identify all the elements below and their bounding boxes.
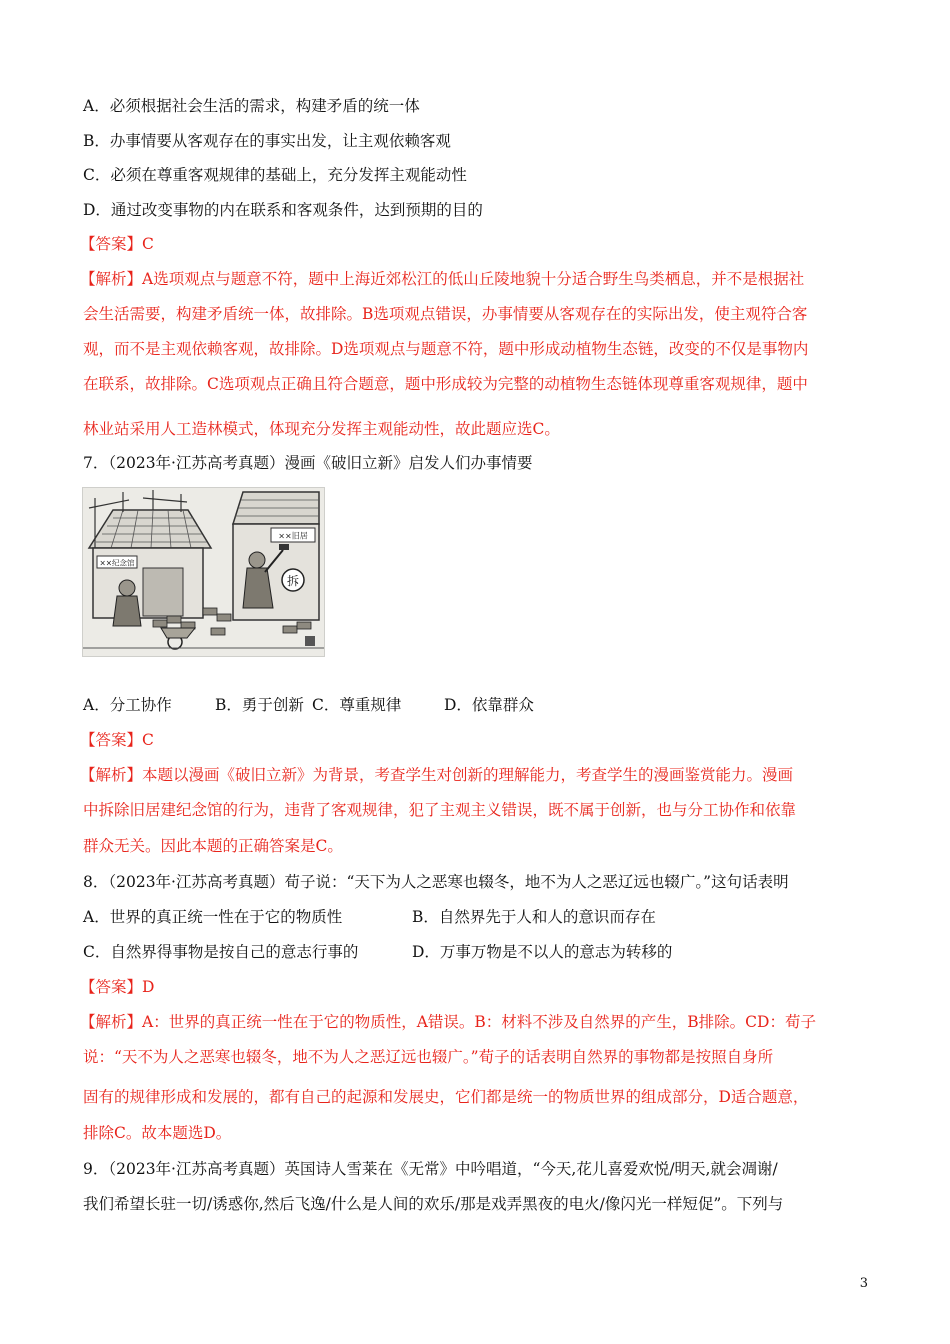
q7-analysis-line: 群众无关。因此本题的正确答案是C。: [83, 837, 343, 855]
q8-analysis-line: 【解析】A：世界的真正统一性在于它的物质性，A错误。B：材料不涉及自然界的产生，B排除。CD：荀子: [80, 1013, 816, 1031]
q7-analysis-line: 【解析】本题以漫画《破旧立新》为背景，考查学生对创新的理解能力，考查学生的漫画鉴赏能力。漫画: [80, 766, 794, 784]
comic-sign-left: ××纪念馆: [99, 558, 135, 568]
q7-analysis-line: 中拆除旧居建纪念馆的行为，违背了客观规律，犯了主观主义错误，既不属于创新，也与分工协作和依靠: [83, 801, 797, 819]
q6-analysis-line: 观，而不是主观依赖客观，故排除。D选项观点与题意不符，题中形成动植物生态链，改变的不仅是事物内: [83, 340, 809, 358]
q6-analysis-line: 林业站采用人工造林模式，体现充分发挥主观能动性，故此题应选C。: [83, 420, 560, 438]
comic-demolish-mark: 拆: [286, 574, 300, 588]
q6-option-d: D．通过改变事物的内在联系和客观条件，达到预期的目的: [83, 201, 483, 219]
q7-comic-image: [82, 487, 325, 657]
q6-option-c: C．必须在尊重客观规律的基础上，充分发挥主观能动性: [83, 166, 467, 184]
q8-analysis-line: 说：“天不为人之恶寒也辍冬，地不为人之恶辽远也辍广。”荀子的话表明自然界的事物都是按照自身所: [83, 1048, 774, 1066]
q8-answer: 【答案】D: [80, 978, 155, 996]
comic-sign-right: ××旧居: [278, 531, 308, 541]
q9-stem-line: 9．（2023年·江苏高考真题）英国诗人雪莱在《无常》中吟唱道，“今天,花儿喜爱欢悦/明天,就会凋谢/: [83, 1160, 778, 1178]
q6-analysis-line: 会生活需要，构建矛盾统一体，故排除。B选项观点错误，办事情要从客观存在的实际出发，使主观符合客: [83, 305, 808, 323]
q8-option-a: A．世界的真正统一性在于它的物质性: [83, 908, 343, 926]
q9-stem-line: 我们希望长驻一切/诱惑你,然后飞逸/什么是人间的欢乐/那是戏弄黑夜的电火/像闪光一样短促”。下列与: [83, 1195, 784, 1213]
q7-option-a: A．分工协作: [83, 696, 172, 714]
q8-option-d: D．万事万物是不以人的意志为转移的: [412, 943, 673, 961]
q6-option-a: A．必须根据社会生活的需求，构建矛盾的统一体: [83, 97, 420, 115]
q8-option-b: B．自然界先于人和人的意识而存在: [412, 908, 656, 926]
q6-analysis-line: 【解析】A选项观点与题意不符，题中上海近郊松江的低山丘陵地貌十分适合野生鸟类栖息，并不是根据社: [80, 270, 805, 288]
q6-option-b: B．办事情要从客观存在的事实出发，让主观依赖客观: [83, 132, 451, 150]
q8-analysis-line: 固有的规律形成和发展的，都有自己的起源和发展史，它们都是统一的物质世界的组成部分，D适合题意，: [83, 1088, 809, 1106]
q7-option-b: B．勇于创新: [215, 696, 304, 714]
page-number: 3: [859, 1276, 868, 1291]
q6-analysis-line: 在联系，故排除。C选项观点正确且符合题意，题中形成较为完整的动植物生态链体现尊重客观规律，题中: [83, 375, 808, 393]
q7-stem: 7．（2023年·江苏高考真题）漫画《破旧立新》启发人们办事情要: [83, 454, 533, 472]
q8-analysis-line: 排除C。故本题选D。: [83, 1124, 232, 1142]
q7-option-c: C．尊重规律: [312, 696, 402, 714]
q7-answer: 【答案】C: [80, 731, 154, 749]
q7-option-d: D．依靠群众: [444, 696, 534, 714]
q8-stem: 8．（2023年·江苏高考真题）荀子说：“天下为人之恶寒也辍冬，地不为人之恶辽远也辍广。”这句话表明: [83, 873, 789, 891]
q6-answer: 【答案】C: [80, 235, 154, 253]
q8-option-c: C．自然界得事物是按自己的意志行事的: [83, 943, 359, 961]
